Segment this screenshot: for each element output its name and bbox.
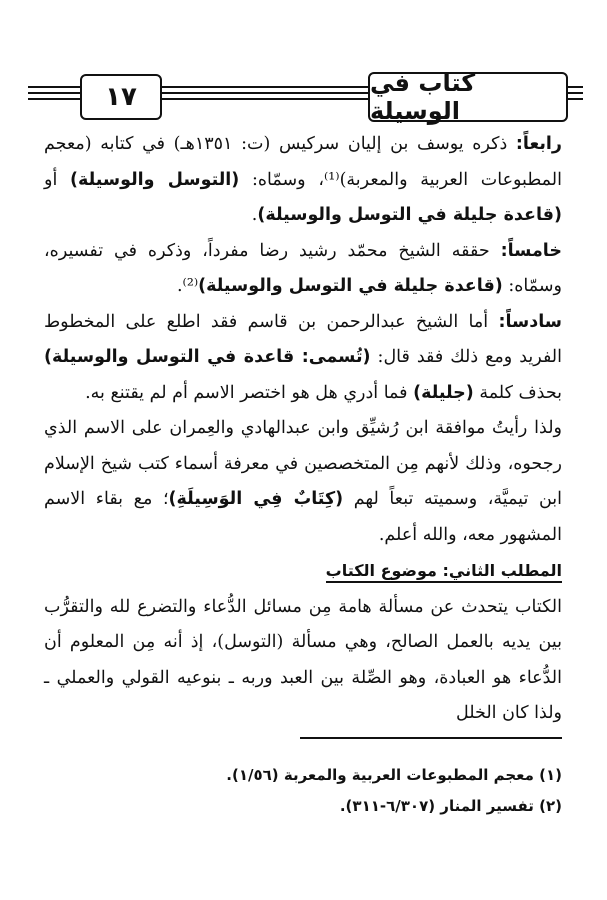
p4-text: ولذا رأيتُ موافقة ابن رُشيِّق وابن عبدالهادي والعِمران على الاسم الذي رجحوه، وذلك لأنهم مِن المتخصصين في معرفة أسماء كتب شيخ الإسلام ابن تيميَّة، وسميته تبعاً لهم — [44, 418, 563, 509]
p3-text2: بحذف كلمة — [473, 382, 562, 403]
p2-text: حققه الشيخ محمّد رشيد رضا مفرداً، وذكره في تفسيره، وسمّاه: — [44, 240, 562, 296]
p3-word: (جليلة) — [413, 382, 474, 403]
section-heading: المطلب الثاني: موضوع الكتاب — [326, 561, 562, 583]
page-number-box — [80, 74, 162, 120]
footnotes — [44, 760, 562, 822]
section-heading-line — [44, 553, 562, 590]
paragraph-fourth — [44, 127, 562, 234]
p1-end: . — [251, 205, 258, 225]
p4-end: ؛ مع بقاء الاسم المشهور معه، والله أعلم. — [44, 489, 562, 545]
page-header — [28, 69, 583, 125]
p1-name2: (قاعدة جليلة في التوسل والوسيلة) — [257, 205, 562, 225]
paragraph-fifth — [44, 234, 562, 305]
p2-end: ⁽²⁾. — [176, 276, 199, 296]
p1-or: أو — [44, 169, 71, 190]
book-title: كتاب في الوسيلة — [370, 69, 476, 125]
book-title-box — [368, 69, 568, 125]
p5-text: الكتاب يتحدث عن مسألة هامة مِن مسائل الدُّعاء والتضرع لله والتقرُّب بين يديه بالعمل الصالح، وهي مسألة (التوسل)، إذ أنه مِن المعلوم أن الدُّعاء هو العبادة، وهو الصِّلة بين العبد وربه ـ بنوعيه القولي والعملي ـ ولذا كان الخلل — [44, 596, 562, 723]
paragraph-topic — [44, 590, 562, 732]
paragraph-conclusion — [44, 411, 562, 553]
p2-name: (قاعدة جليلة في التوسل والوسيلة) — [198, 276, 503, 296]
label-fourth: رابعاً: — [515, 134, 562, 154]
paragraph-sixth — [44, 305, 562, 412]
p3-text1: أما الشيخ عبدالرحمن بن قاسم فقد اطلع على المخطوط الفريد ومع ذلك فقد قال: — [44, 311, 563, 367]
p4-title: (كِتَابٌ فِي الوَسِيلَةِ) — [168, 489, 344, 509]
footnote-2: (٢) تفسير المنار (٦/٣٠٧-٣١١). — [339, 797, 562, 815]
p3-quote: (تُسمى: قاعدة في التوسل والوسيلة) — [44, 347, 371, 367]
p3-text3: فما أدري هل هو اختصر الاسم أم لم يقتنع به. — [85, 382, 414, 403]
footnote-separator — [300, 737, 562, 739]
page-number: ١٧ — [105, 82, 137, 112]
p1-text: ذكره يوسف بن إليان سركيس (ت: ١٣٥١هـ) في كتابه (معجم المطبوعات العربية والمعربة)⁽¹⁾، وسمّاه: — [44, 134, 562, 190]
label-sixth: سادساً: — [498, 311, 562, 332]
p1-name1: (التوسل والوسيلة) — [70, 169, 240, 190]
main-text — [44, 127, 562, 732]
label-fifth: خامساً: — [500, 240, 562, 261]
footnote-1: (١) معجم المطبوعات العربية والمعربة (١/٥٦). — [226, 766, 562, 784]
